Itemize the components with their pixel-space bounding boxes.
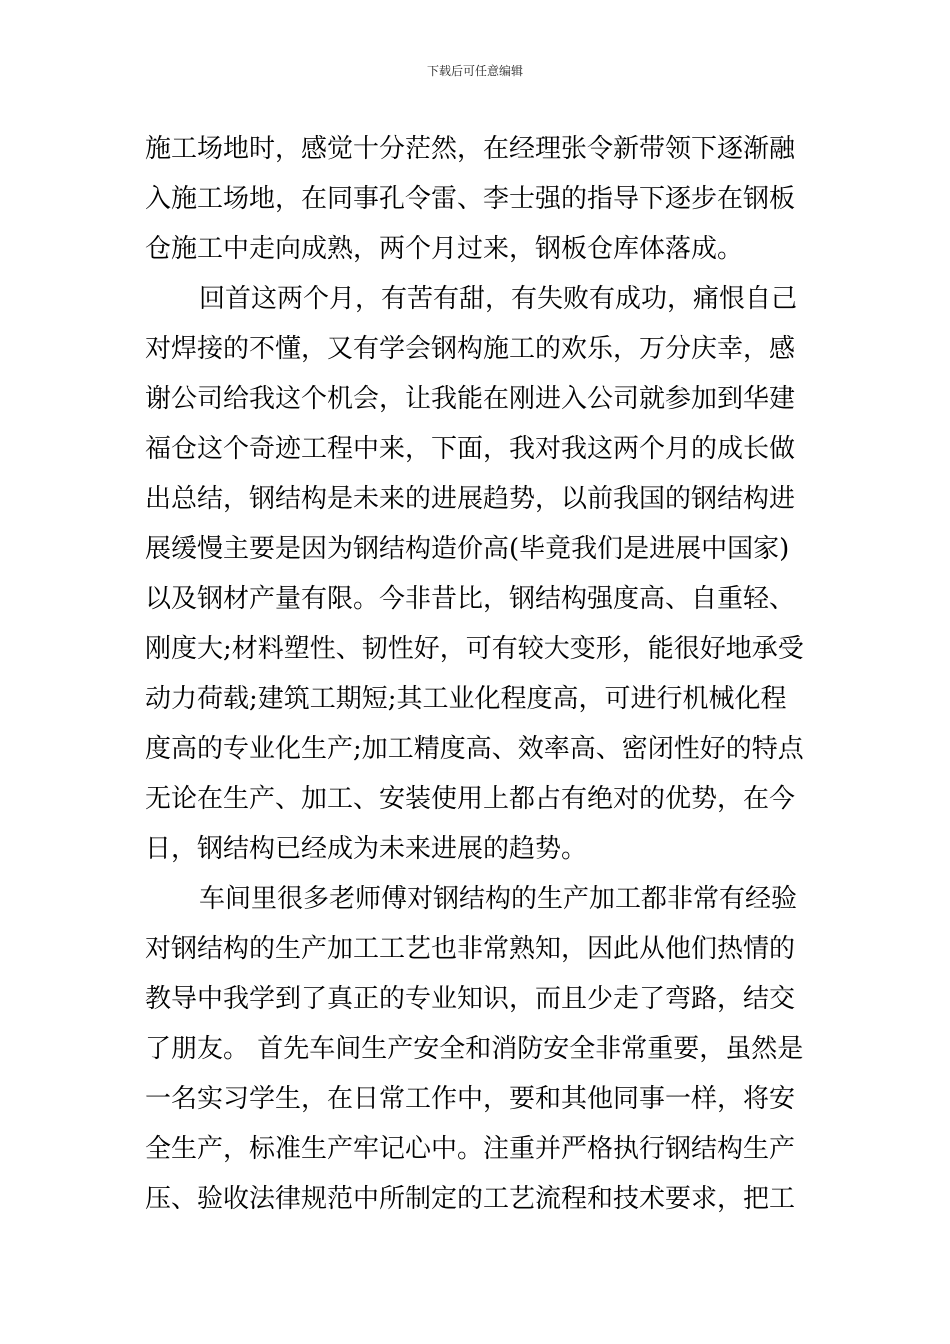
text-line: 全生产，标准生产牢记心中。注重并严格执行钢结构生产 — [145, 1134, 796, 1164]
text-line: 施工场地时，感觉十分茫然，在经理张令新带领下逐渐融 — [145, 134, 796, 164]
paragraph-first-line: 车间里很多老师傅对钢结构的生产加工都非常有经验 — [199, 884, 798, 914]
text-line: 对焊接的不懂，又有学会钢构施工的欢乐，万分庆幸，感 — [145, 334, 796, 364]
text-line: 动力荷载;建筑工期短;其工业化程度高，可进行机械化程 — [145, 684, 787, 714]
text-line: 仓施工中走向成熟，两个月过来，钢板仓库体落成。 — [145, 234, 744, 264]
text-line: 日，钢结构已经成为未来进展的趋势。 — [145, 834, 588, 864]
text-line: 入施工场地，在同事孔令雷、李士强的指导下逐步在钢板 — [145, 184, 796, 214]
text-line: 以及钢材产量有限。今非昔比，钢结构强度高、自重轻、 — [145, 584, 796, 614]
text-line: 了朋友。 首先车间生产安全和消防安全非常重要，虽然是 — [145, 1034, 804, 1064]
text-line: 对钢结构的生产加工工艺也非常熟知，因此从他们热情的 — [145, 934, 796, 964]
text-line: 谢公司给我这个机会，让我能在刚进入公司就参加到华建 — [145, 384, 796, 414]
text-line: 福仓这个奇迹工程中来，下面，我对我这两个月的成长做 — [145, 434, 796, 464]
text-line: 教导中我学到了真正的专业知识，而且少走了弯路，结交 — [145, 984, 796, 1014]
paragraph-first-line: 回首这两个月，有苦有甜，有失败有成功，痛恨自己 — [199, 284, 798, 314]
body-text — [145, 124, 815, 1224]
text-line: 一名实习学生，在日常工作中，要和其他同事一样，将安 — [145, 1084, 796, 1114]
page-header: 下载后可任意编辑 — [426, 64, 523, 78]
text-line: 压、验收法律规范中所制定的工艺流程和技术要求，把工 — [145, 1184, 796, 1214]
text-line: 出总结，钢结构是未来的进展趋势，以前我国的钢结构进 — [145, 484, 796, 514]
text-line: 无论在生产、加工、安装使用上都占有绝对的优势，在今 — [145, 784, 796, 814]
text-line: 度高的专业化生产;加工精度高、效率高、密闭性好的特点 — [145, 734, 804, 764]
text-line: 刚度大;材料塑性、韧性好，可有较大变形，能很好地承受 — [145, 634, 804, 664]
text-line: 展缓慢主要是因为钢结构造价高(毕竟我们是进展中国家) — [145, 534, 790, 564]
